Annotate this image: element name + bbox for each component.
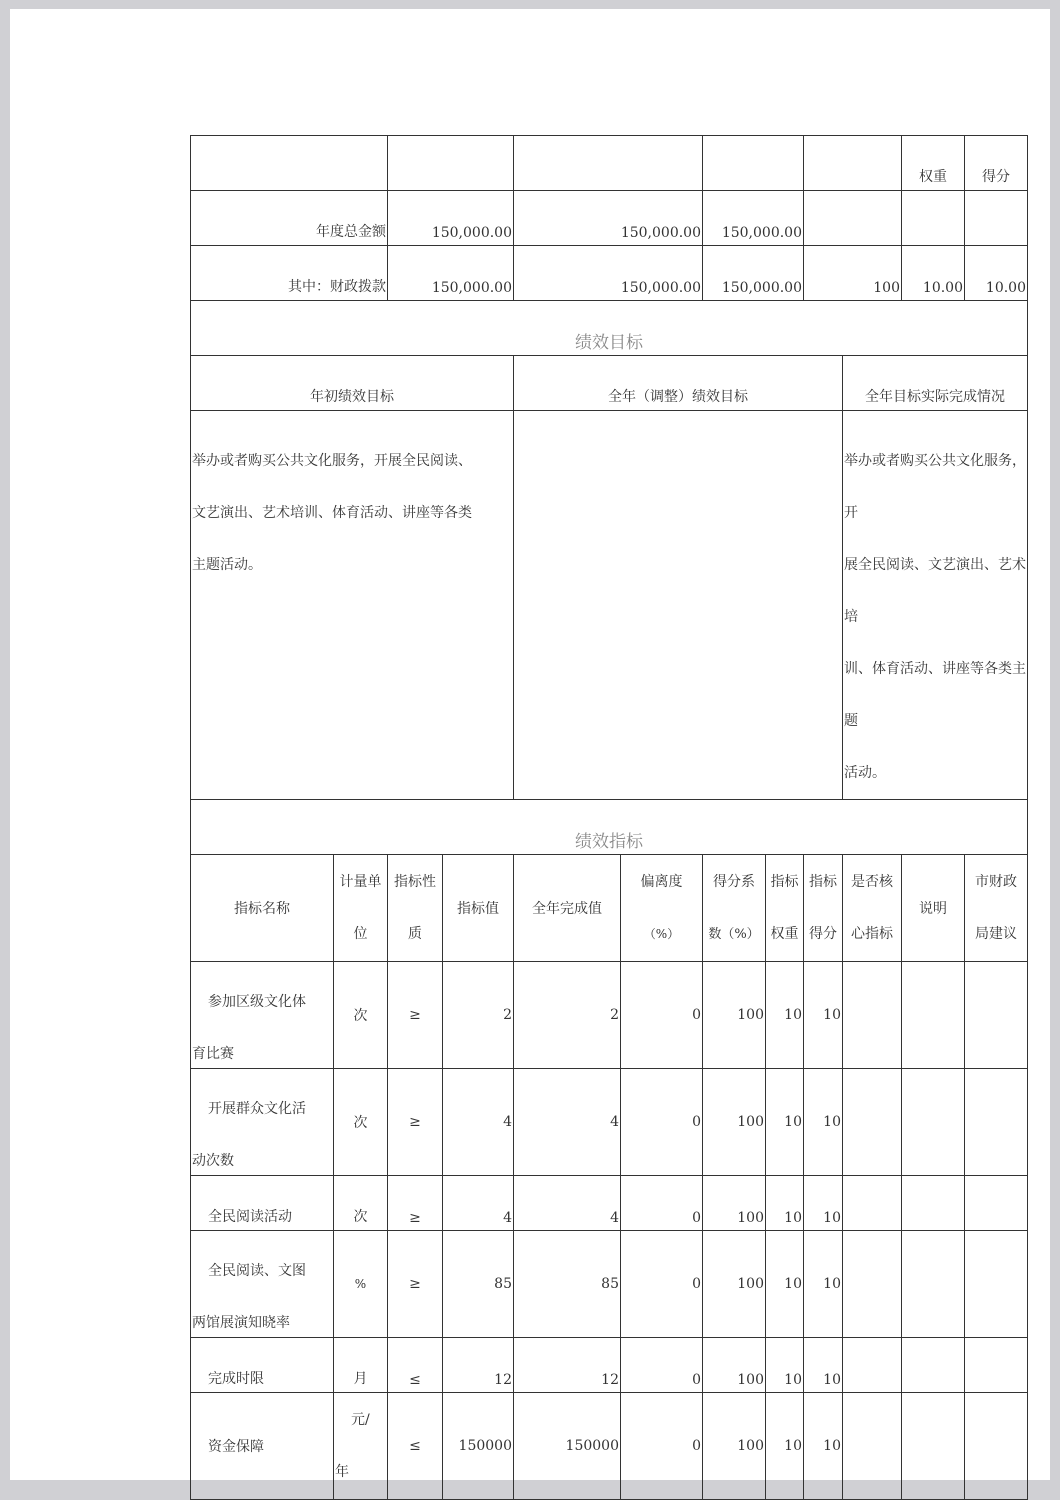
budget-value: 150,000.00	[388, 191, 514, 246]
text-line: 动次数	[192, 1153, 234, 1169]
indicator-unit: 次	[334, 1069, 388, 1176]
indicators-header-row	[191, 855, 1028, 962]
indicator-value: 85	[443, 1231, 514, 1338]
indicator-coef: 100	[703, 962, 766, 1069]
text-line: 偏离度	[640, 874, 683, 890]
indicator-score: 10	[804, 962, 843, 1069]
indicator-weight: 10	[766, 1338, 804, 1393]
indicator-name	[191, 1338, 334, 1393]
indicator-coef: 100	[703, 1393, 766, 1500]
indicator-unit	[334, 1393, 388, 1500]
text-line: 完成时限	[208, 1371, 264, 1387]
indicator-weight: 10	[766, 1069, 804, 1176]
indicator-weight: 10	[766, 1231, 804, 1338]
indicator-value: 12	[443, 1338, 514, 1393]
adjusted-goal-header: 全年（调整）绩效目标	[514, 356, 843, 411]
text-line: 得分系	[713, 873, 755, 890]
text-line: 参加区级文化体	[208, 994, 306, 1010]
text-line: 文艺演出、艺术培训、体育活动、讲座等各类	[192, 505, 472, 521]
header-coef	[703, 855, 766, 962]
text-line: 展全民阅读、文艺演出、艺术培	[844, 557, 1026, 625]
text-line: 得分	[809, 926, 837, 942]
indicators-section-title: 绩效指标	[191, 800, 1028, 855]
text-line: 活动。	[844, 765, 886, 781]
budget-fiscal-row	[191, 246, 1028, 301]
text-line: 质	[408, 926, 422, 942]
text-line: 全民阅读、文图	[208, 1263, 306, 1279]
header-weight	[766, 855, 804, 962]
initial-goal-header: 年初绩效目标	[191, 356, 514, 411]
indicator-actual: 150000	[514, 1393, 621, 1500]
indicator-score: 10	[804, 1231, 843, 1338]
indicator-nature: ≥	[388, 1069, 443, 1176]
initial-goal-text	[191, 411, 514, 800]
indicator-deviation: 0	[621, 962, 703, 1069]
indicator-name	[191, 1231, 334, 1338]
text-line: 育比赛	[192, 1046, 234, 1062]
budget-value: 150,000.00	[514, 191, 703, 246]
budget-weight	[902, 191, 965, 246]
header-deviation	[621, 855, 703, 962]
budget-weight: 10.00	[902, 246, 965, 301]
text-line: 指标性	[394, 874, 436, 890]
indicator-score: 10	[804, 1393, 843, 1500]
text-line: 指标	[809, 874, 837, 890]
header-nature	[388, 855, 443, 962]
indicator-weight: 10	[766, 1393, 804, 1500]
text-line: 指标	[770, 874, 799, 890]
header-advice	[965, 855, 1028, 962]
budget-header-row	[191, 136, 1028, 191]
indicator-deviation: 0	[621, 1176, 703, 1231]
text-line: 计量单	[339, 874, 382, 890]
text-line: 主题活动。	[192, 557, 262, 573]
goals-content-row	[191, 411, 1028, 800]
table-row	[191, 1069, 1028, 1176]
indicator-coef: 100	[703, 1069, 766, 1176]
indicator-score: 10	[804, 1069, 843, 1176]
indicator-weight: 10	[766, 962, 804, 1069]
text-line: 两馆展演知晓率	[192, 1315, 290, 1331]
indicator-unit: 月	[334, 1338, 388, 1393]
indicator-score: 10	[804, 1338, 843, 1393]
indicator-weight: 10	[766, 1176, 804, 1231]
indicator-actual: 2	[514, 962, 621, 1069]
budget-value: 150,000.00	[514, 246, 703, 301]
indicator-value: 4	[443, 1069, 514, 1176]
indicator-nature: ≤	[388, 1338, 443, 1393]
table-row	[191, 962, 1028, 1069]
indicator-name	[191, 1176, 334, 1231]
document-page	[10, 9, 1050, 1480]
indicator-nature: ≥	[388, 962, 443, 1069]
table-row	[191, 1231, 1028, 1338]
text-line: 元/	[351, 1412, 370, 1428]
indicator-actual: 4	[514, 1176, 621, 1231]
budget-total-row	[191, 191, 1028, 246]
actual-goal-text	[843, 411, 1028, 800]
indicator-nature: ≤	[388, 1393, 443, 1500]
text-line: 年	[335, 1464, 349, 1480]
budget-score	[965, 191, 1028, 246]
indicator-score: 10	[804, 1176, 843, 1231]
text-line: 资金保障	[208, 1439, 264, 1455]
goals-section-title: 绩效目标	[191, 301, 1028, 356]
header-name: 指标名称	[191, 855, 334, 962]
indicator-value: 4	[443, 1176, 514, 1231]
budget-value: 150,000.00	[703, 191, 804, 246]
text-line: 举办或者购买公共文化服务，开	[844, 453, 1026, 521]
text-line: 市财政	[975, 874, 1017, 890]
indicator-name	[191, 1069, 334, 1176]
indicator-actual: 12	[514, 1338, 621, 1393]
budget-value: 150,000.00	[388, 246, 514, 301]
indicator-nature: ≥	[388, 1231, 443, 1338]
text-line: 是否核	[851, 874, 893, 890]
adjusted-goal-text	[514, 411, 843, 800]
text-line: 数（%）	[708, 926, 760, 942]
indicator-value: 150000	[443, 1393, 514, 1500]
indicator-name	[191, 1393, 334, 1500]
budget-value: 100	[804, 246, 902, 301]
header-core	[843, 855, 902, 962]
header-unit	[334, 855, 388, 962]
indicator-deviation: 0	[621, 1231, 703, 1338]
indicator-deviation: 0	[621, 1069, 703, 1176]
indicator-name	[191, 962, 334, 1069]
text-line: 全民阅读活动	[208, 1209, 292, 1225]
table-row	[191, 1176, 1028, 1231]
header-note: 说明	[902, 855, 965, 962]
weight-header: 权重	[902, 136, 965, 191]
table-row	[191, 1393, 1028, 1500]
indicator-coef: 100	[703, 1176, 766, 1231]
text-line: 训、体育活动、讲座等各类主题	[844, 661, 1026, 729]
indicator-unit: 次	[334, 962, 388, 1069]
actual-goal-header: 全年目标实际完成情况	[843, 356, 1028, 411]
goals-header-row	[191, 356, 1028, 411]
budget-label: 其中：财政拨款	[191, 246, 388, 301]
score-header: 得分	[965, 136, 1028, 191]
text-line: 举办或者购买公共文化服务，开展全民阅读、	[192, 453, 472, 469]
performance-table	[190, 135, 1028, 1500]
text-line: （%）	[643, 927, 680, 941]
table-row	[191, 1338, 1028, 1393]
indicator-coef: 100	[703, 1231, 766, 1338]
text-line: 权重	[770, 926, 799, 942]
header-value: 指标值	[443, 855, 514, 962]
text-line: 局建议	[975, 926, 1017, 942]
budget-value	[804, 191, 902, 246]
indicator-actual: 85	[514, 1231, 621, 1338]
text-line: 开展群众文化活	[208, 1101, 306, 1117]
indicator-value: 2	[443, 962, 514, 1069]
indicator-unit: %	[334, 1231, 388, 1338]
budget-score: 10.00	[965, 246, 1028, 301]
indicator-actual: 4	[514, 1069, 621, 1176]
header-score	[804, 855, 843, 962]
indicator-deviation: 0	[621, 1393, 703, 1500]
indicator-unit: 次	[334, 1176, 388, 1231]
text-line: 心指标	[851, 926, 893, 942]
text-line: 位	[353, 926, 368, 942]
budget-value: 150,000.00	[703, 246, 804, 301]
indicator-nature: ≥	[388, 1176, 443, 1231]
budget-label: 年度总金额	[191, 191, 388, 246]
header-actual: 全年完成值	[514, 855, 621, 962]
indicator-deviation: 0	[621, 1338, 703, 1393]
indicator-coef: 100	[703, 1338, 766, 1393]
